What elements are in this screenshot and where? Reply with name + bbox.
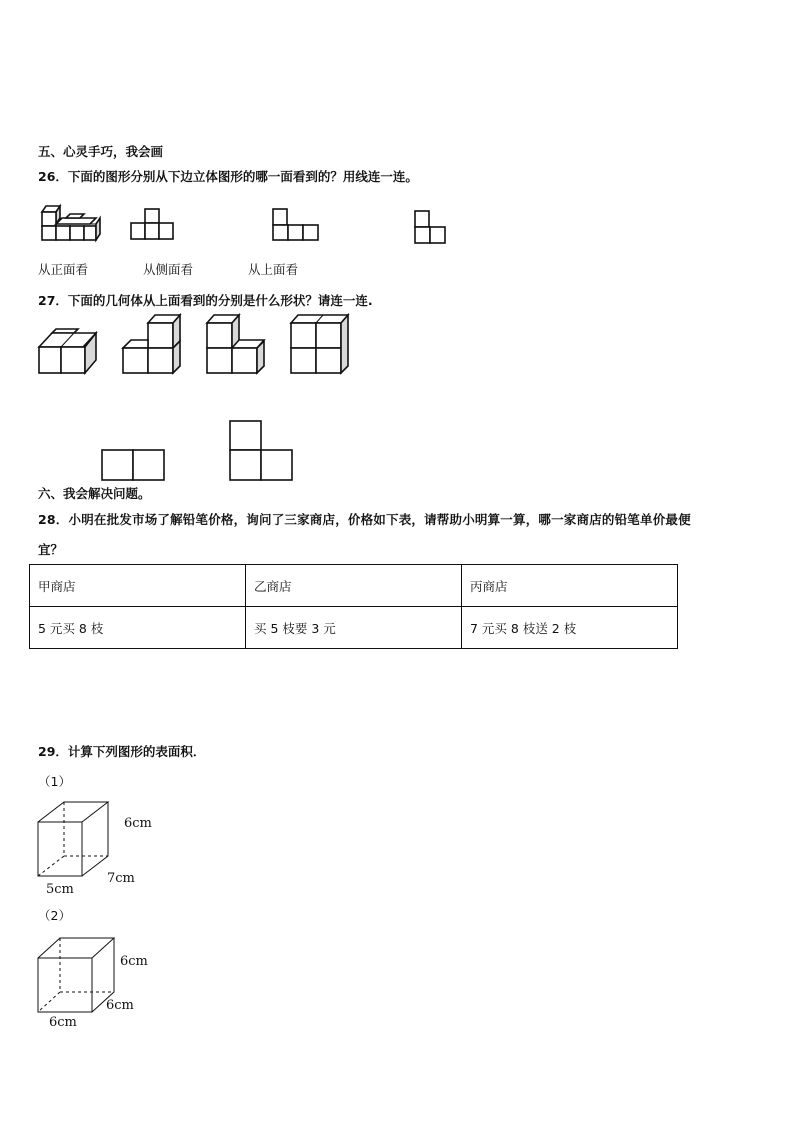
table-cell: 买 5 枝要 3 元 [246,607,462,649]
table-header-cell: 丙商店 [462,565,678,607]
table-cell: 7 元买 8 枝送 2 枝 [462,607,678,649]
q27-top-view-1 [100,448,166,482]
figure-2-label: （2） [38,908,71,923]
figure-2-width-label: 6cm [49,1015,77,1030]
figure-1-depth-label: 7cm [107,871,135,886]
table-row [30,607,678,649]
figure-1-width-label: 5cm [46,882,74,897]
question-26: 26．下面的图形分别从下边立体图形的哪一面看到的？用线连一连。 [38,169,418,184]
q26-view-3 [414,210,448,246]
figure-1-label: （1） [38,774,71,789]
q27-solid-3 [206,314,268,376]
question-28-line-1: 28．小明在批发市场了解铅笔价格，询问了三家商店，价格如下表，请帮助小明算一算，哪一家商店的铅笔单价最便 [38,512,691,527]
section-five-title: 五、心灵手巧，我会画 [38,144,164,159]
q26-view-1 [130,208,176,242]
q27-top-view-2 [228,419,294,482]
question-29: 29．计算下列图形的表面积． [38,744,206,759]
q26-view-2 [272,208,320,242]
view-label-side: 从侧面看 [143,262,194,277]
view-label-top: 从上面看 [248,262,299,277]
question-27: 27．下面的几何体从上面看到的分别是什么形状？请连一连. [38,293,373,308]
table-cell: 5 元买 8 枝 [30,607,246,649]
q27-solid-1 [38,330,100,376]
q27-solid-4 [290,314,352,376]
table-header-cell: 甲商店 [30,565,246,607]
table-header-row [30,565,678,607]
q26-solid-figure [40,200,102,244]
figure-2-depth-label: 6cm [106,998,134,1013]
figure-1-height-label: 6cm [124,816,152,831]
price-table [29,564,678,649]
section-six-title: 六、我会解决问题。 [38,486,151,501]
cuboid-figure-1 [36,800,116,880]
table-header-cell: 乙商店 [246,565,462,607]
view-label-front: 从正面看 [38,262,89,277]
q27-solid-2 [122,314,184,376]
figure-2-height-label: 6cm [120,954,148,969]
question-28-line-2: 宜？ [38,542,64,557]
